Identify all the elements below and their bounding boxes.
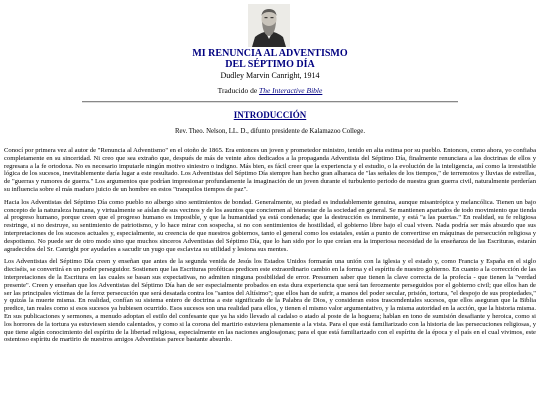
translation-line (0, 86, 540, 95)
translation-source-link[interactable]: The Interactive Bible (259, 86, 323, 95)
intro-byline: Rev. Theo. Nelson, LL. D., difunto presidente de Kalamazoo College. (174, 128, 366, 135)
article-body (4, 147, 536, 349)
page-title-line1: MI RENUNCIA AL ADVENTISMO (192, 48, 348, 59)
intro-heading: INTRODUCCIÓN (233, 110, 307, 120)
paragraph: Hacia los Adventistas del Séptimo Día como pueblo no albergo sino sentimientos de bondad. Generalmente, su piedad es indudablemente genuina, aunque misantrópica y melancólica. Tienen un bajo concepto de la naturaleza humana, y virtualmente se aíslan de sus vecinos y de los asuntos que conciernen al bienestar de la sociedad en general. Se mantienen apartados de todo movimiento que tienda al progreso humano, porque creen que el progreso humano es imposible, y que la humanidad ya está condenada; que la destrucción es inminente, y está "a las puertas." En realidad, su fe religiosa restringe, si no destruye, su sentimiento de patriotismo, y lo hace mirar con sospecha, si no con sentimientos de hostilidad, el gobierno libre bajo el cual viven. Nada podría ser más absurdo que sus interpretaciones de los sucesos actuales y, especialmente, su creencia de que nuestros gobiernos, tanto el general como los estatales, están a punto de convertirse en máquinas de persecución religiosa y despotismo. No puede ser de otro modo sino que muchos sinceros Adventistas del Séptimo Día, que lo han sido por lo que creían era la imperiosa necesidad de la enseñanza de las Escrituras, estarán agradecidos del Sr. Canright por ayudarles a sacudir un yugo que esclaviza su utilidad y lesiona sus mentes. (4, 198, 536, 253)
author-portrait (248, 4, 290, 47)
paragraph: Los Adventistas del Séptimo Día creen y enseñan que antes de la segunda venida de Jesús los Estados Unidos formarán una unión con la iglesia y el estado y, como Francia y España en el siglo dieciséis, se convertirá en un poder perseguidor. Sostienen que las Escrituras proféticas predicen este extraordinario cambio en la forma y el espíritu de nuestro gobierno. En cuanto a la corrección de las interpretaciones de la Escritura en las cuales se basan sus expectativas, no admiten ninguna posibilidad de error. Presumen saber que tienen la clave correcta de la profecía - que tienen la "verdad presente". Creen y enseñan que los Adventistas del Séptimo Día han de ser especialmente probados en esta dura experiencia que será tan ferozmente perseguidos por el gobierno civil; que ellos han de ser las principales víctimas de la feroz persecución que será desatada contra los "santos del Altísimo"; que ellos han de sufrir, a manos del poder secular, prisión, tortura, "el despojo de sus propiedades," y quizás la muerte misma. En realidad, confían su sistema entero de doctrina a este significado de la Palabra de Dios, y consideran estos trascendentales sucesos, que ellos aseguran que la Biblia predice, tan reales como si esos sucesos ya hubiesen ocurrido. Esos sucesos son una realidad para ellos, y tienen el mismo valor argumentativo, y la misma autoridad en la acción, que la historia misma. En sus publicaciones y sermones, a menudo adoptan el estilo del confesante que ya ha sido llevado al cadalso o atado al poste de la hoguera; hablan en tono de sumisión desafiante y heroica, como si los horrores de la tortura ya estuviesen siendo calentados, y como si la corona del martirio estuviera plenamente a la vista. Para el que está familiarizado con la historia de las persecuciones religiosas, y que tiene algún conocimiento del espíritu de la libertad religiosa, especialmente en las naciones anglosajonas; para el que está familiarizado con el espíritu de la época y el país en el cual vivimos, este ostentoso espíritu de martirio de nuestros amigos Adventistas parece bastante absurdo. (4, 258, 536, 344)
author-line: Dudley Marvin Canright, 1914 (220, 71, 320, 80)
page-title-line2: DEL SÉPTIMO DÍA (225, 59, 315, 70)
paragraph: Conocí por primera vez al autor de "Renuncia al Adventismo" en el otoño de 1865. Era entonces un joven y prometedor ministro, tenido en alta estima por su pueblo. Entonces, como ahora, yo confiaba completamente en su sinceridad. Ni creo que sea extraño que, después de más de veinte años dedicados a la propaganda Adventista del Séptimo Día, finalmente renunciara a las doctrinas de ellos y regresara a la fe ortodoxa. No es necesario imputarle ningún motivo siniestro o indigno. Más bien, es fácil creer que la experiencia y el estudio, o la evolución de la inteligencia, así como la irresistible lógica de los sucesos, inevitablemente daría lugar a este resultado. Los Adventistas del Séptimo Día siempre han hecho gran alharaca de "las señales de los tiempos," de terremotos y lluvias de estrellas, de "guerras y rumores de guerra." Los argumentos que podrían impresionar profundamente la imaginación de un joven durante el turbulento periodo de nuestra gran guerra civil, naturalmente perderían su influencia sobre el más maduro juicio de un hombre en estos "tranquilos tiempos de paz". (4, 147, 536, 193)
author-portrait-image (248, 4, 290, 47)
translation-prefix: Traducido de (217, 86, 258, 95)
divider (82, 101, 458, 103)
